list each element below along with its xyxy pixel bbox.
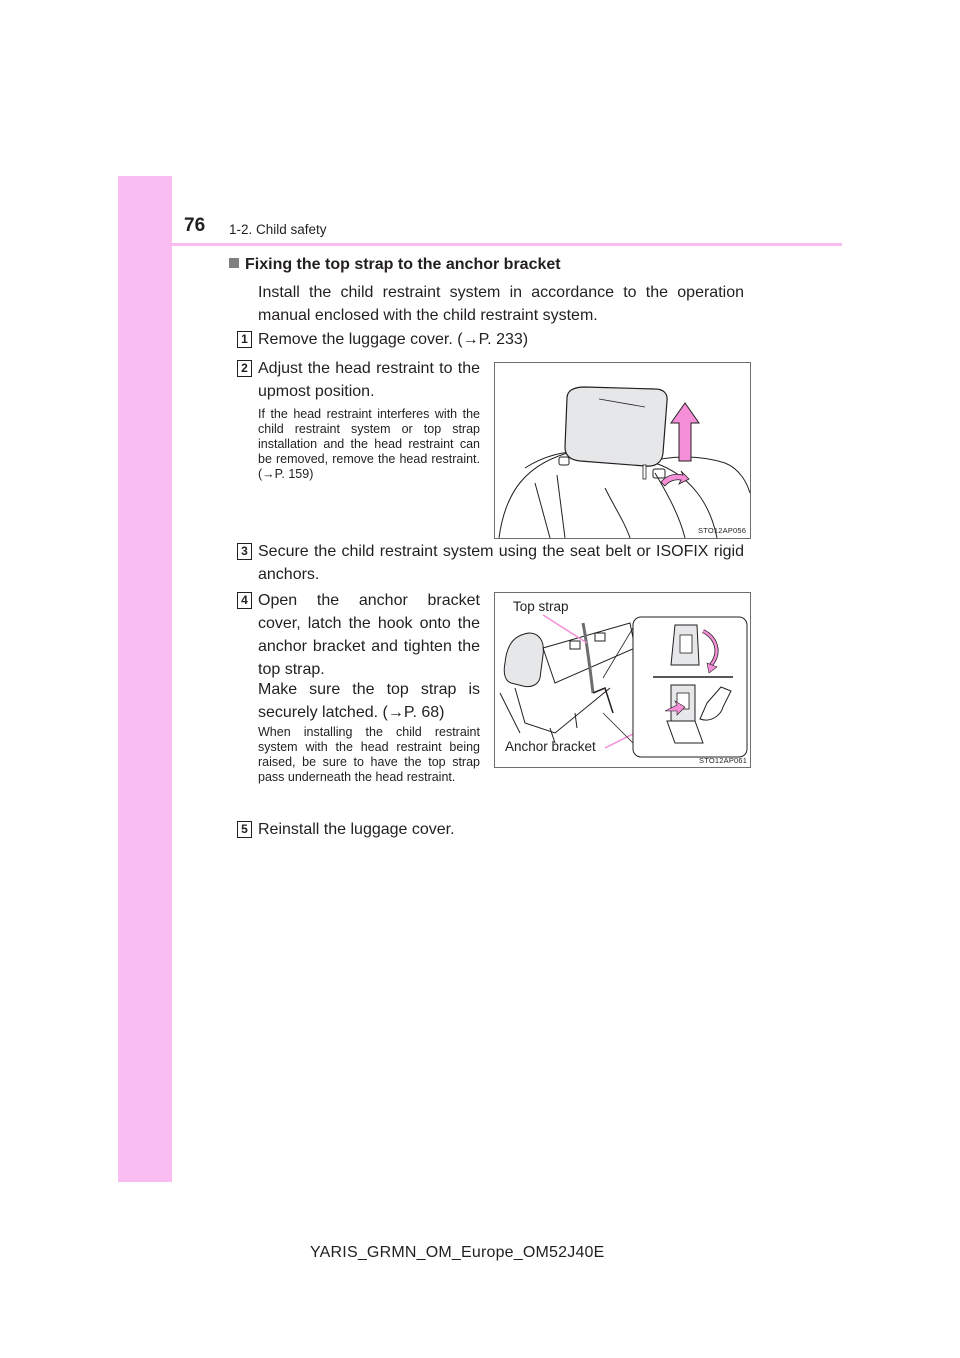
label-anchor-bracket: Anchor bracket — [505, 739, 596, 754]
heading-square-icon — [229, 258, 239, 268]
side-tab-band — [118, 176, 172, 1182]
heading-text: Fixing the top strap to the anchor bracket — [245, 256, 561, 273]
step-number-3: 3 — [237, 543, 252, 560]
step-1-text: Remove the luggage cover. (→P. 233) — [258, 331, 529, 348]
step-4-text-2: Make sure the top strap is securely latched. (→P. 68) — [258, 681, 480, 721]
step-4-note: When installing the child restraint system with the head restraint being raised, be sure to have the top strap pass underneath the head restraint. — [258, 725, 480, 784]
section-title: 1-2. Child safety — [229, 222, 327, 237]
step-number-5: 5 — [237, 821, 252, 838]
intro-paragraph: Install the child restraint system in accordance to the operation manual enclosed with the child restraint system. — [258, 284, 744, 324]
anchor-bracket-figure — [494, 592, 751, 768]
footer-document-id: YARIS_GRMN_OM_Europe_OM52J40E — [310, 1244, 605, 1261]
step-number-4: 4 — [237, 592, 252, 609]
step-5-text: Reinstall the luggage cover. — [258, 821, 455, 838]
section-heading — [229, 256, 561, 274]
head-restraint-illustration — [495, 363, 750, 538]
label-top-strap: Top strap — [513, 599, 569, 614]
header-divider — [118, 243, 842, 246]
step-4-text: Open the anchor bracket cover, latch the hook onto the anchor bracket and tighten the top strap. — [258, 592, 480, 678]
figure-code-anchor-bracket: STO12AP061 — [699, 756, 748, 765]
figure-code-head-restraint: STO12AP056 — [698, 526, 747, 535]
page-number: 76 — [184, 215, 206, 236]
step-number-2: 2 — [237, 360, 252, 377]
step-2-note: If the head restraint interferes with the child restraint system or top strap installation and the head restraint can be removed, remove the head restraint. (→P. 159) — [258, 407, 480, 481]
step-number-1: 1 — [237, 331, 252, 348]
head-restraint-figure — [494, 362, 751, 539]
step-3-text: Secure the child restraint system using the seat belt or ISOFIX rigid anchors. — [258, 543, 744, 583]
step-2-text: Adjust the head restraint to the upmost position. — [258, 360, 480, 400]
